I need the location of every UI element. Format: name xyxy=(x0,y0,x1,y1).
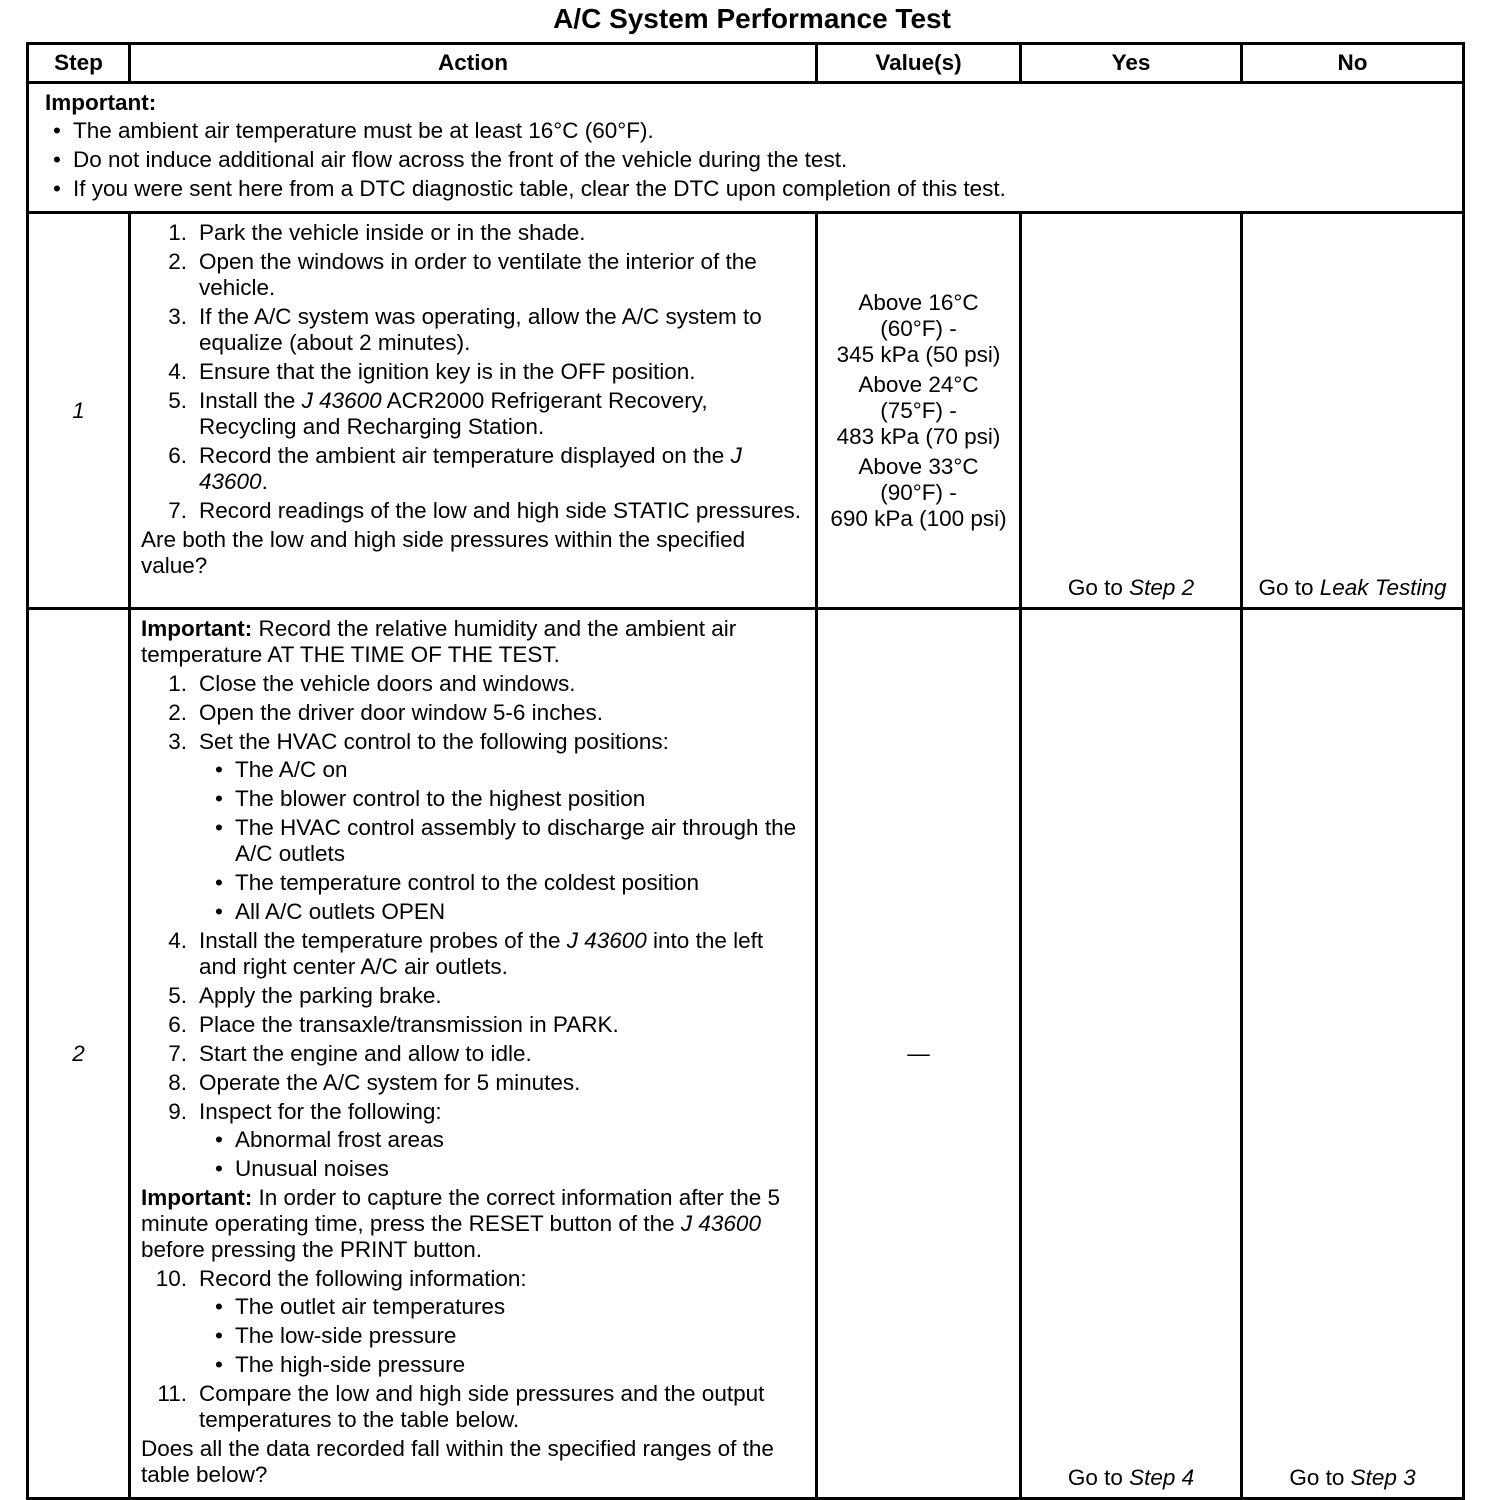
header-step: Step xyxy=(28,44,130,83)
list-item: 5. Apply the parking brake. xyxy=(168,983,442,1008)
list-item: • The blower control to the highest position xyxy=(235,786,803,812)
list-item: 8. Operate the A/C system for 5 minutes. xyxy=(168,1070,581,1095)
list-item: 1. Park the vehicle inside or in the shade. xyxy=(168,220,586,245)
step-2-action xyxy=(130,609,817,1499)
step-2-yes: Go to Step 4 xyxy=(1021,609,1242,1499)
header-no: No xyxy=(1242,44,1464,83)
header-yes: Yes xyxy=(1021,44,1242,83)
tool-reference: J 43600 xyxy=(301,388,382,413)
step-1-yes-link[interactable]: Step 2 xyxy=(1129,575,1195,600)
tool-reference: J 43600 xyxy=(680,1211,761,1236)
important-item: • Do not induce additional air flow across the front of the vehicle during the test. xyxy=(73,145,1446,174)
step-1-number: 1 xyxy=(28,213,130,609)
list-item: 1. Close the vehicle doors and windows. xyxy=(168,671,576,696)
header-action: Action xyxy=(130,44,817,83)
step-1-row xyxy=(28,213,1464,609)
list-item: 6. Record the ambient air temperature displayed on the J 43600. xyxy=(168,443,742,494)
step-2-no: Go to Step 3 xyxy=(1242,609,1464,1499)
header-row xyxy=(28,44,1464,83)
step-2-row xyxy=(28,609,1464,1499)
step-2-yes-link[interactable]: Step 4 xyxy=(1129,1465,1195,1490)
value-entry: Above 33°C (90°F) - 690 kPa (100 psi) xyxy=(830,453,1007,531)
hvac-positions-list xyxy=(199,757,803,925)
step-2-important-2: Important: In order to capture the correct information after the 5 minute operating time, press the RESET button of the J 43600 before pressing the PRINT button. xyxy=(141,1185,781,1262)
important-item: • The ambient air temperature must be at least 16°C (60°F). xyxy=(73,116,1446,145)
step-2-number: 2 xyxy=(28,609,130,1499)
list-item: 3. Set the HVAC control to the following positions: • The A/C on • The blower control to the highest position • The HVAC control assembly to discharge air through the A/C outlets • The temperature control to the coldest position • All A/C outlets OPEN xyxy=(141,729,803,925)
list-item: 4. Install the temperature probes of the J 43600 into the left and right center A/C air outlets. xyxy=(168,928,764,979)
list-item: • Unusual noises xyxy=(235,1156,803,1182)
step-2-important-1: Important: Record the relative humidity and the ambient air temperature AT THE TIME OF THE TEST. xyxy=(141,616,737,667)
list-item: • The high-side pressure xyxy=(235,1352,803,1378)
tool-reference: J 43600 xyxy=(199,443,742,494)
important-list xyxy=(45,116,1446,203)
value-entry: Above 16°C (60°F) - 345 kPa (50 psi) xyxy=(836,289,1001,367)
list-item: 6. Place the transaxle/transmission in PARK. xyxy=(168,1012,619,1037)
record-info-list xyxy=(199,1294,803,1378)
step-1-question: Are both the low and high side pressures within the specified value? xyxy=(141,527,746,578)
step-2-action-list-continued xyxy=(141,1266,803,1433)
step-2-question: Does all the data recorded fall within the specified ranges of the table below? xyxy=(141,1436,774,1487)
important-notice xyxy=(28,83,1464,213)
list-item: • The temperature control to the coldest position xyxy=(235,870,803,896)
list-item: 5. Install the J 43600 ACR2000 Refrigerant Recovery, Recycling and Recharging Station. xyxy=(168,388,708,439)
list-item: • The outlet air temperatures xyxy=(235,1294,803,1320)
step-1-no-link[interactable]: Leak Testing xyxy=(1319,575,1447,600)
step-1-action xyxy=(130,213,817,609)
list-item: 7. Start the engine and allow to idle. xyxy=(168,1041,532,1066)
step-1-values xyxy=(817,213,1021,609)
list-item: 3. If the A/C system was operating, allow the A/C system to equalize (about 2 minutes). xyxy=(168,304,762,355)
list-item: 7. Record readings of the low and high side STATIC pressures. xyxy=(168,498,801,523)
list-item: 4. Ensure that the ignition key is in the OFF position. xyxy=(168,359,696,384)
list-item: • The A/C on xyxy=(235,757,803,783)
list-item: • The low-side pressure xyxy=(235,1323,803,1349)
list-item: 9. Inspect for the following: • Abnormal frost areas • Unusual noises xyxy=(141,1099,803,1182)
list-item: 10. Record the following information: • The outlet air temperatures • The low-side pressure • The high-side pressure xyxy=(141,1266,803,1378)
list-item: • The HVAC control assembly to discharge air through the A/C outlets xyxy=(235,815,803,867)
value-entry: Above 24°C (75°F) - 483 kPa (70 psi) xyxy=(836,371,1001,449)
step-1-action-list xyxy=(141,220,803,524)
list-item: • All A/C outlets OPEN xyxy=(235,899,803,925)
list-item: • Abnormal frost areas xyxy=(235,1127,803,1153)
list-item: 11. Compare the low and high side pressures and the output temperatures to the table below. xyxy=(157,1381,765,1432)
step-1-no: Go to Leak Testing xyxy=(1242,213,1464,609)
step-1-yes: Go to Step 2 xyxy=(1021,213,1242,609)
list-item: 2. Open the driver door window 5-6 inches. xyxy=(168,700,603,725)
important-label: Important: xyxy=(45,90,157,115)
step-2-action-list xyxy=(141,671,803,1182)
inspect-list xyxy=(199,1127,803,1182)
important-item: • If you were sent here from a DTC diagnostic table, clear the DTC upon completion of this test. xyxy=(73,174,1446,203)
header-values: Value(s) xyxy=(817,44,1021,83)
list-item: 2. Open the windows in order to ventilate the interior of the vehicle. xyxy=(168,249,757,300)
step-2-no-link[interactable]: Step 3 xyxy=(1350,1465,1416,1490)
important-row xyxy=(28,83,1464,213)
tool-reference: J 43600 xyxy=(566,928,647,953)
performance-test-table xyxy=(26,42,1465,1500)
page-title: A/C System Performance Test xyxy=(553,3,951,34)
step-2-values: — xyxy=(817,609,1021,1499)
